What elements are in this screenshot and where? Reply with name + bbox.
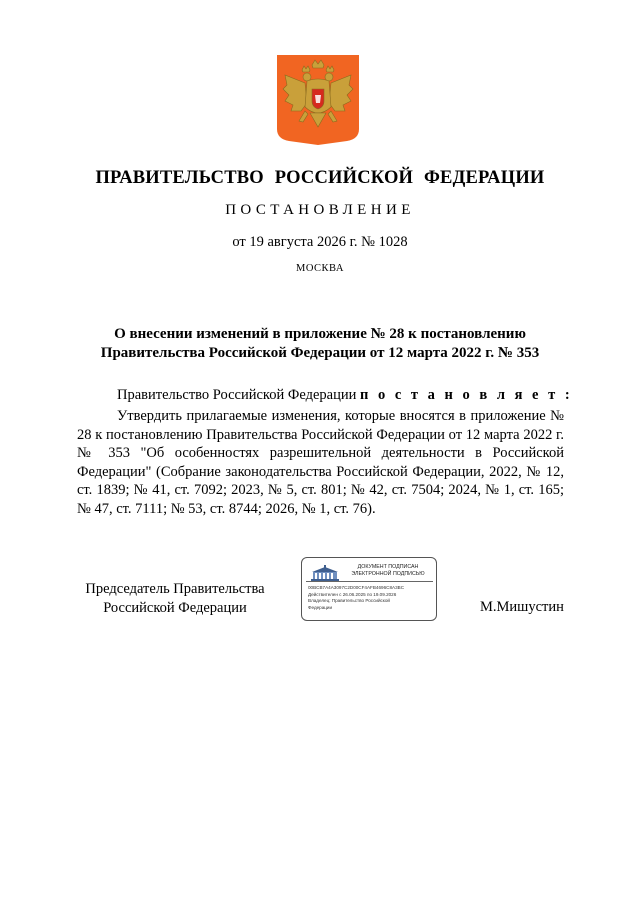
subject-line: О внесении изменений в приложение № 28 к постановлению: [114, 326, 526, 342]
stamp-certificate: 00BCB7A4A3097C2D00CF4AFB4696C8A3BC: [308, 585, 405, 590]
stamp-heading: [342, 564, 434, 578]
stamp-heading-line: ЭЛЕКТРОННОЙ ПОДПИСЬЮ: [351, 571, 425, 577]
decree-word: п о с т а н о в л я е т :: [359, 387, 573, 403]
document-date-number: от 19 августа 2026 г. № 1028: [232, 234, 408, 250]
signer-title-line: Российской Федерации: [103, 599, 247, 616]
preamble: [117, 387, 573, 404]
body-paragraph: Утвердить прилагаемые изменения, которые вносятся в приложение № 28 к постановлению Правительства Российской Федерации от 12 марта 2022 г. № 353 "Об особенностях разрешительной деятельности в Российской Федерации" (Собрание законодательства Российской Федерации, 2022, № 12, ст. 1839; № 41, ст. 7092; 2023, № 5, ст. 801; № 42, ст. 7504; 2024, № 1, ст. 165; № 47, ст. 7111; № 53, ст. 8744; 2026, № 1, ст. 76).: [77, 408, 564, 517]
stamp-details: [308, 585, 434, 611]
stamp-owner: Федерации: [308, 604, 333, 610]
signer-title-line: Председатель Правительства: [85, 581, 265, 597]
subject-line: Правительства Российской Федерации от 12 марта 2022 г. № 353: [100, 345, 540, 361]
government-title: ПРАВИТЕЛЬСТВО РОССИЙСКОЙ ФЕДЕРАЦИИ: [95, 168, 545, 188]
electronic-signature-stamp: [301, 557, 437, 621]
document-subject: [60, 325, 580, 363]
stamp-validity: Действителен с 26.06.2025 по 19.09.2026: [308, 591, 397, 597]
stamp-divider: [306, 581, 433, 582]
document-city: МОСКВА: [296, 263, 344, 274]
coat-of-arms-icon: [277, 55, 359, 145]
document-type: ПОСТАНОВЛЕНИЕ: [225, 202, 415, 218]
signer-name: М.Мишустин: [480, 599, 564, 615]
stamp-heading-line: ДОКУМЕНТ ПОДПИСАН: [357, 564, 419, 570]
stamp-owner: Владелец: Правительство Российской: [308, 598, 390, 604]
signer-title: [70, 580, 280, 617]
preamble-text: Правительство Российской Федерации: [117, 387, 357, 403]
